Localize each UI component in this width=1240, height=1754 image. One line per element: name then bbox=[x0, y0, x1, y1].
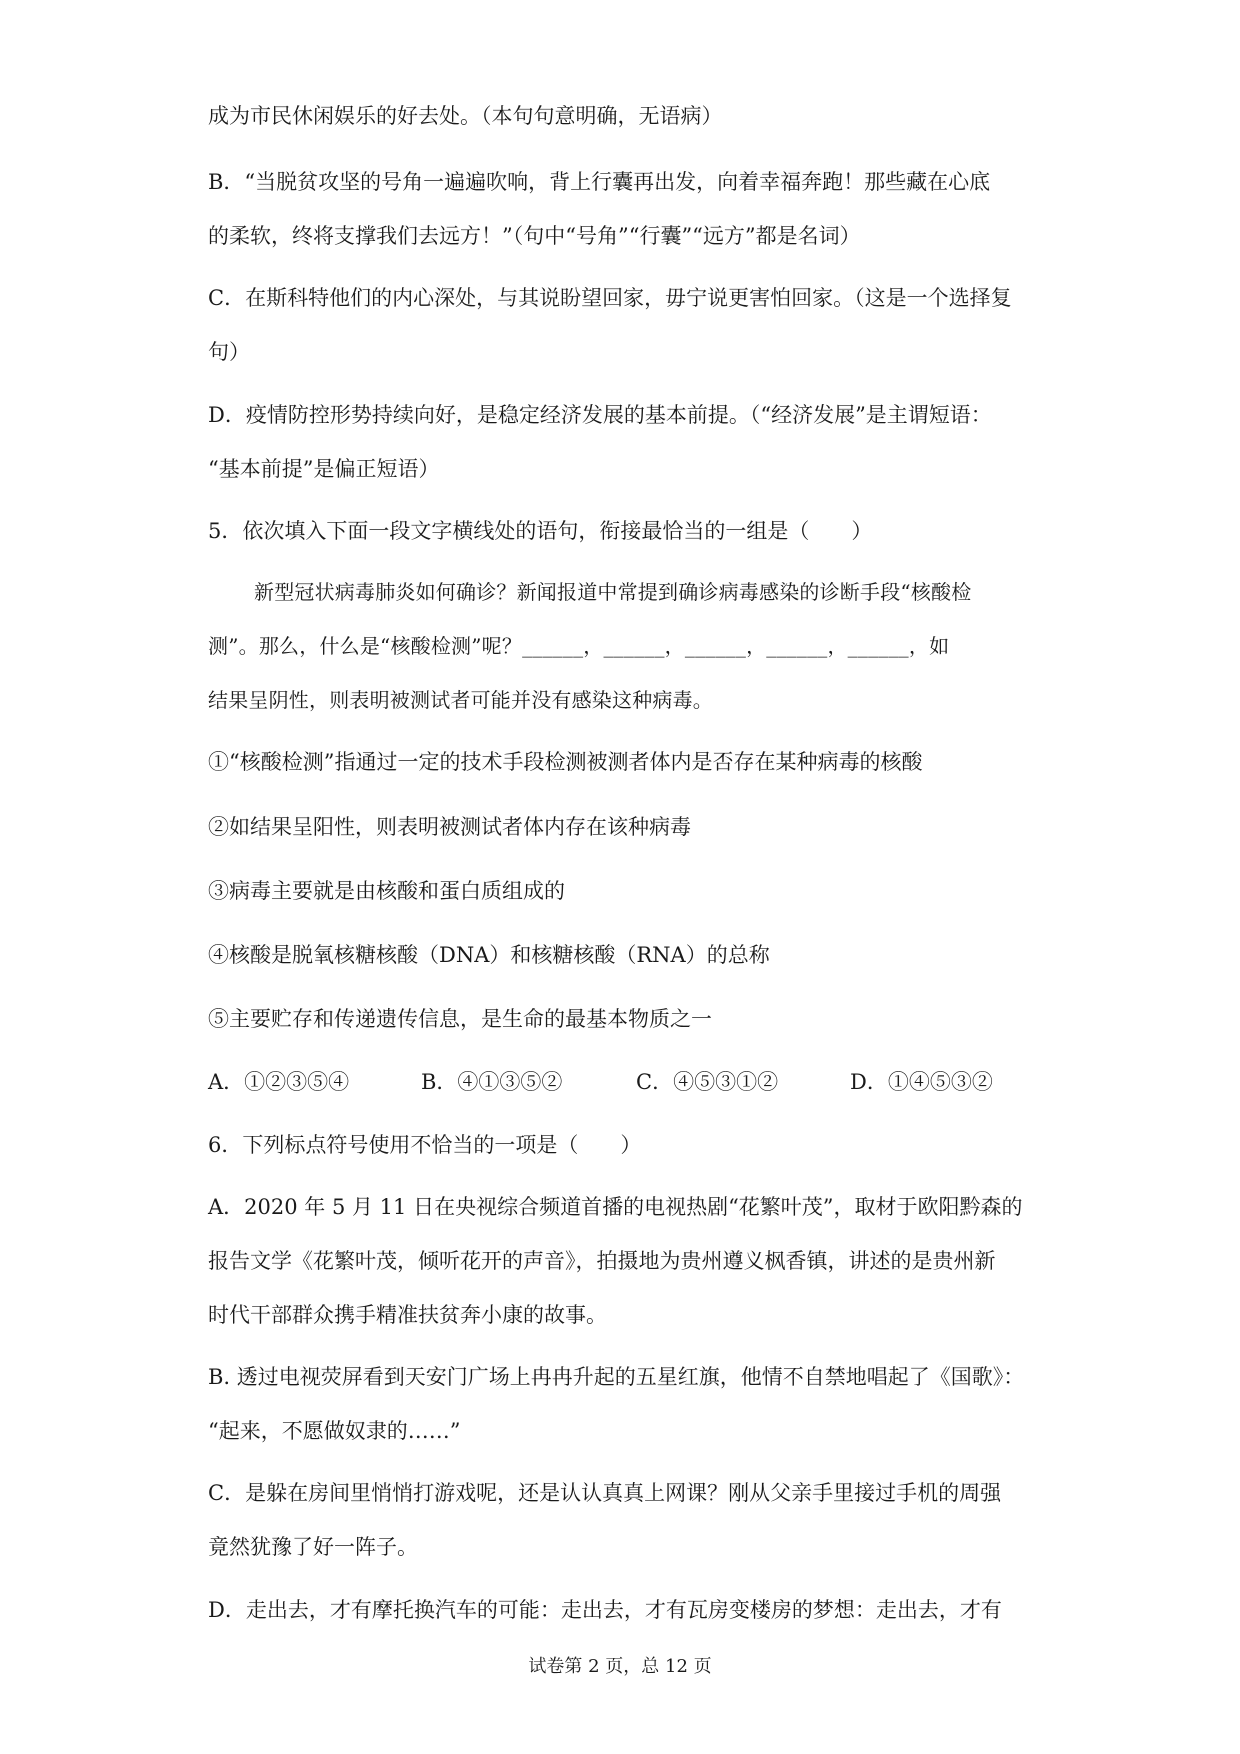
q5-passage-line3: 结果呈阴性，则表明被测试者可能并没有感染这种病毒。 bbox=[208, 688, 713, 712]
question-5-stem: 5．依次填入下面一段文字横线处的语句，衔接最恰当的一组是（ ） bbox=[208, 519, 873, 543]
q6-option-a-line2: 报告文学《花繁叶茂，倾听花开的声音》，拍摄地为贵州遵义枫香镇，讲述的是贵州新 bbox=[208, 1249, 996, 1273]
q5-choice-c: C．④⑤③①② bbox=[636, 1070, 779, 1094]
q5-passage-line1: 新型冠状病毒肺炎如何确诊？新闻报道中常提到确诊病毒感染的诊断手段“核酸检 bbox=[254, 580, 972, 604]
q4-option-c-line2: 句） bbox=[208, 340, 250, 364]
q6-option-a-line3: 时代干部群众携手精准扶贫奔小康的故事。 bbox=[208, 1303, 607, 1327]
q5-sentence-1: ①“核酸检测”指通过一定的技术手段检测被测者体内是否存在某种病毒的核酸 bbox=[208, 750, 923, 774]
q5-choice-d: D．①④⑤③② bbox=[850, 1070, 993, 1094]
q5-sentence-5: ⑤主要贮存和传递遗传信息，是生命的最基本物质之一 bbox=[208, 1007, 712, 1031]
q4-option-c-line1: C．在斯科特他们的内心深处，与其说盼望回家，毋宁说更害怕回家。（这是一个选择复 bbox=[208, 286, 1012, 310]
q6-option-a-line1: A．2020 年 5 月 11 日在央视综合频道首播的电视热剧“花繁叶茂”，取材于欧阳黔森的 bbox=[208, 1195, 1023, 1219]
q5-choice-b: B．④①③⑤② bbox=[421, 1070, 563, 1094]
question-6-stem: 6．下列标点符号使用不恰当的一项是（ ） bbox=[208, 1133, 642, 1157]
q6-option-b-line2: “起来，不愿做奴隶的……” bbox=[208, 1419, 461, 1443]
q5-choice-a: A．①②③⑤④ bbox=[208, 1070, 350, 1094]
q4-option-d-line2: “基本前提”是偏正短语） bbox=[208, 457, 440, 481]
q4-option-b-line1: B．“当脱贫攻坚的号角一遍遍吹响，背上行囊再出发，向着幸福奔跑！那些藏在心底 bbox=[208, 170, 991, 194]
q5-sentence-3: ③病毒主要就是由核酸和蛋白质组成的 bbox=[208, 879, 565, 903]
q4-option-d-line1: D．疫情防控形势持续向好，是稳定经济发展的基本前提。（“经济发展”是主谓短语： bbox=[208, 403, 992, 427]
q6-option-b-line1: B. 透过电视荧屏看到天安门广场上冉冉升起的五星红旗，他情不自禁地唱起了《国歌》： bbox=[208, 1365, 1025, 1389]
q6-option-c-line2: 竟然犹豫了好一阵子。 bbox=[208, 1535, 418, 1559]
q5-passage-line2: 测”。那么，什么是“核酸检测”呢？______，______，______，______，______，如 bbox=[208, 634, 950, 658]
q4-option-b-line2: 的柔软，终将支撑我们去远方！”（句中“号角”“行囊”“远方”都是名词） bbox=[208, 224, 861, 248]
q6-option-d-line1: D．走出去，才有摩托换汽车的可能：走出去，才有瓦房变楼房的梦想：走出去，才有 bbox=[208, 1598, 1002, 1622]
q5-sentence-2: ②如结果呈阳性，则表明被测试者体内存在该种病毒 bbox=[208, 815, 691, 839]
q6-option-c-line1: C．是躲在房间里悄悄打游戏呢，还是认认真真上网课？刚从父亲手里接过手机的周强 bbox=[208, 1481, 1002, 1505]
q5-sentence-4: ④核酸是脱氧核糖核酸（DNA）和核糖核酸（RNA）的总称 bbox=[208, 943, 770, 967]
q4-option-a-tail: 成为市民休闲娱乐的好去处。（本句句意明确，无语病） bbox=[208, 104, 723, 128]
page-footer: 试卷第 2 页，总 12 页 bbox=[528, 1656, 712, 1677]
